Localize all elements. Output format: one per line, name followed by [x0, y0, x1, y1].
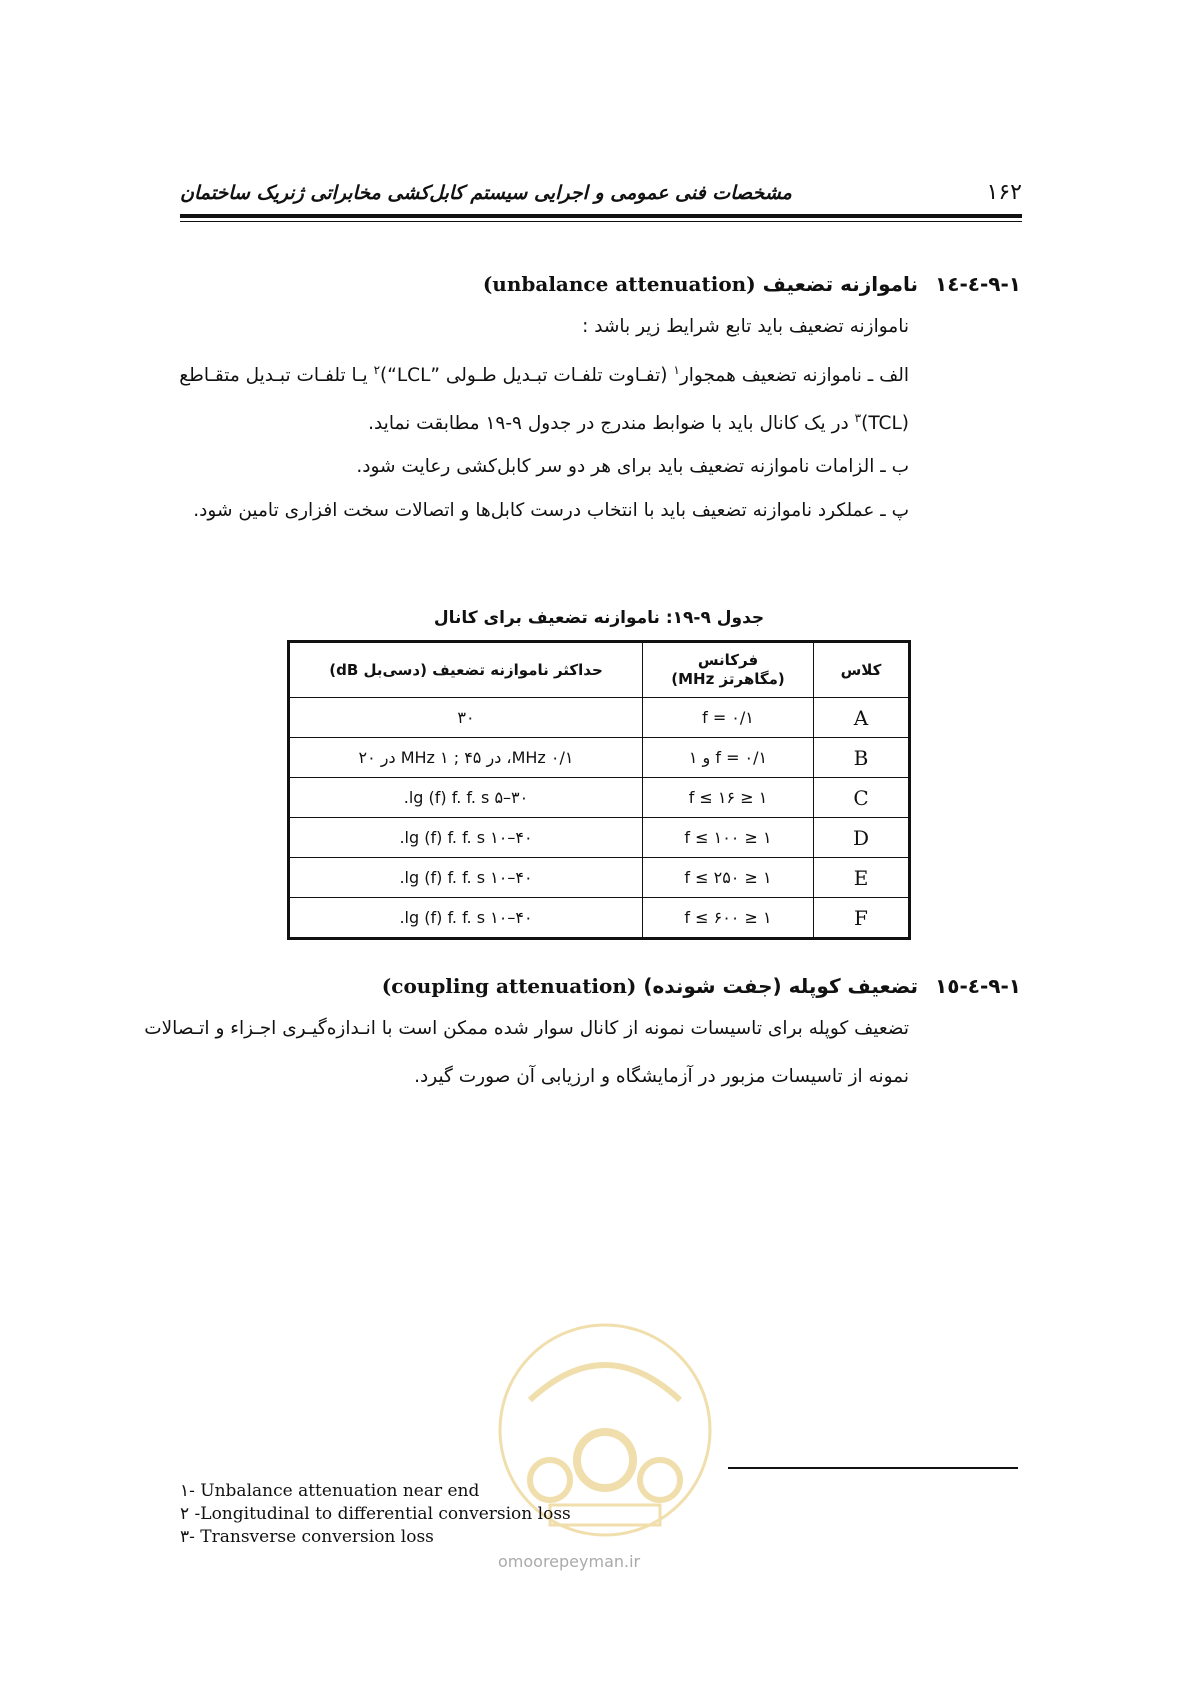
- cell-frequency: ۱ ≤ f ≤ ۶۰۰: [643, 898, 814, 939]
- page-header: [180, 180, 1022, 210]
- table-row: [289, 738, 910, 778]
- unbalance-table: [287, 640, 911, 940]
- running-title: مشخصات فنی عمومی و اجرایی سیستم کابل‌کشی مخابراتی ژنریک ساختمان: [180, 182, 792, 204]
- cell-max: ۴۰–۱۰ lg (f) f. f. s.: [289, 898, 643, 939]
- section-title-en: (unbalance attenuation): [482, 272, 756, 296]
- cell-frequency: ۱ ≤ f ≤ ۲۵۰: [643, 858, 814, 898]
- cell-max: ۳۰: [289, 698, 643, 738]
- coupling-paragraph-line2: نمونه از تاسیسات مزبور در آزمایشگاه و ارزیابی آن صورت گیرد.: [414, 1066, 909, 1087]
- footnotes: [180, 1480, 571, 1549]
- cell-class: E: [814, 858, 910, 898]
- header-class: کلاس: [814, 642, 910, 698]
- coupling-paragraph-line1: تضعیف کوپله برای تاسیسات نمونه از کانال سوار شده ممکن است با انـدازه‌گیـری اجـزاء و اتـصالات: [144, 1018, 909, 1039]
- item-a-text-4: در یک کانال باید با ضوابط مندرج در جدول ۹-۱۹ مطابقت نماید.: [368, 413, 855, 435]
- intro-paragraph: ناموازنه تضعیف باید تابع شرایط زیر باشد :: [582, 316, 909, 337]
- section-heading-coupling: [382, 974, 1021, 998]
- watermark-text: omoorepeyman.ir: [498, 1552, 641, 1571]
- section-heading-unbalance: [483, 272, 1021, 296]
- footnote-2: ۲ -Longitudinal to differential conversion loss: [180, 1504, 571, 1524]
- table-row: [289, 858, 910, 898]
- section-number: ۹-۱-٤-١٥: [935, 974, 1021, 998]
- cell-frequency: f = ۰/۱: [643, 698, 814, 738]
- cell-max: ۴۰–۱۰ lg (f) f. f. s.: [289, 818, 643, 858]
- cell-class: D: [814, 818, 910, 858]
- cell-class: B: [814, 738, 910, 778]
- page-number: ۱۶۲: [986, 180, 1022, 205]
- footnote-ref-3: ۳: [854, 411, 862, 425]
- footnote-1: ۱- Unbalance attenuation near end: [180, 1481, 480, 1501]
- section-title: ناموازنه تضعیف: [762, 272, 919, 296]
- cell-max: ۴۰–۱۰ lg (f) f. f. s.: [289, 858, 643, 898]
- cell-frequency: ۱ ≤ f ≤ ۱۰۰: [643, 818, 814, 858]
- section-title: تضعیف کوپله (جفت شونده): [643, 974, 919, 998]
- table-row: [289, 698, 910, 738]
- header-max-unbalance: حداکثر ناموازنه تضعیف (دسی‌بل dB): [289, 642, 643, 698]
- cell-class: F: [814, 898, 910, 939]
- header-rule-thick: [180, 214, 1022, 218]
- section-title-en: (coupling attenuation): [381, 974, 637, 998]
- header-rule-thin: [180, 221, 1022, 222]
- table-header-row: [289, 642, 910, 698]
- table-caption: جدول ۹-۱۹: ناموازنه تضعیف برای کانال: [433, 608, 765, 628]
- table-row: [289, 898, 910, 939]
- cell-max: ۳۰–۵ lg (f) f. f. s.: [289, 778, 643, 818]
- cell-class: A: [814, 698, 910, 738]
- item-a-text-3: یـا تلفـات تبـدیل متقـاطع: [179, 365, 374, 387]
- table-row: [289, 778, 910, 818]
- item-a-line1: [181, 364, 909, 386]
- item-a-line2: [368, 412, 909, 434]
- item-a-text-1: الف ـ ناموازنه تضعیف همجوار: [679, 365, 909, 387]
- header-frequency-line1: فرکانس: [697, 651, 759, 670]
- item-c: پ ـ عملکرد ناموازنه تضعیف باید با انتخاب درست کابل‌ها و اتصالات سخت افزاری تامین شود.: [193, 500, 909, 521]
- cell-frequency: ۱ ≤ f ≤ ۱۶: [643, 778, 814, 818]
- section-number: ۹-۱-٤-١٤: [935, 272, 1021, 296]
- header-frequency: [643, 642, 814, 698]
- cell-frequency: f = ۰/۱ و ۱: [643, 738, 814, 778]
- item-a-tcl: (TCL): [861, 413, 909, 435]
- header-frequency-line2: (مگاهرتز MHz): [671, 670, 785, 688]
- item-b: ب ـ الزامات ناموازنه تضعیف باید برای هر دو سر کابل‌کشی رعایت شود.: [356, 456, 909, 477]
- footnote-3: ۳- Transverse conversion loss: [180, 1527, 434, 1547]
- table-row: [289, 818, 910, 858]
- footnote-rule: [728, 1467, 1018, 1469]
- cell-max: ۰/۱ MHz، در ۴۵ ; ۱ MHz در ۲۰: [289, 738, 643, 778]
- item-a-text-2: (تفـاوت تلفـات تبـدیل طـولی ”LCL“): [380, 365, 674, 387]
- footnote-ref-2: ۲: [373, 363, 381, 377]
- footnote-ref-1: ۱: [673, 363, 680, 377]
- cell-class: C: [814, 778, 910, 818]
